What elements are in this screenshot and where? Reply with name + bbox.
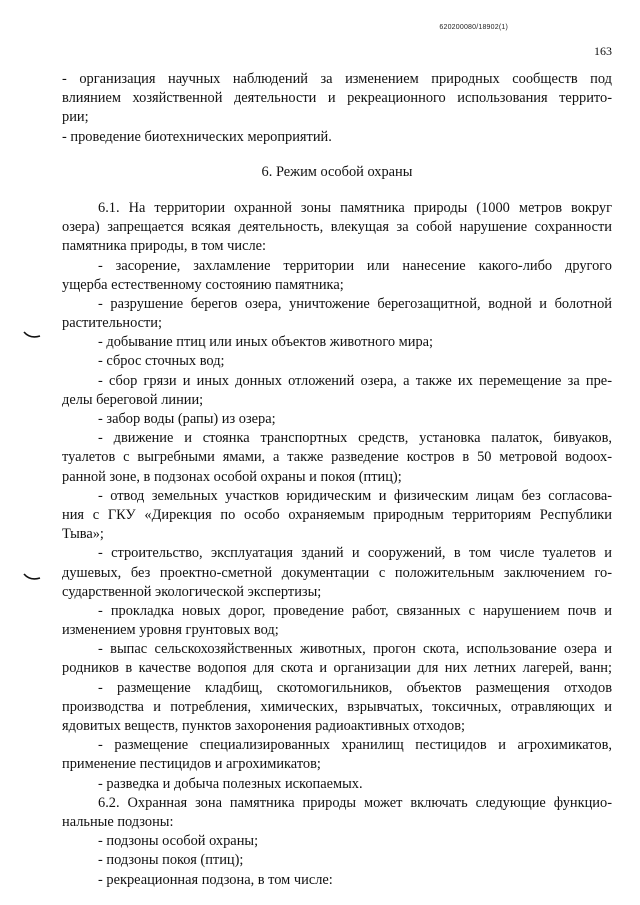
spacer xyxy=(98,182,612,199)
text-line: памятника природы, в том числе: xyxy=(62,238,267,255)
text-line: применение пестицидов и агрохимикатов; xyxy=(62,756,321,773)
text-line: - засорение, захламление территории или нанесение какого-либо другого xyxy=(98,257,612,274)
text-line: - прокладка новых дорог, проведение работ, связанных с нарушением почв и xyxy=(98,602,612,619)
text-line: - строительство, эксплуатация зданий и сооружений, в том числе туалетов и xyxy=(98,545,612,562)
text-line: - размещение кладбищ, скотомогильников, объектов размещения отходов xyxy=(98,679,612,696)
page-number: 163 xyxy=(594,44,612,58)
text-line: рии; xyxy=(62,109,89,126)
text-line: - рекреационная подзона, в том числе: xyxy=(98,871,333,888)
text-line: - добывание птиц или иных объектов животного мира; xyxy=(98,334,434,351)
text-line: нальные подзоны: xyxy=(62,813,174,830)
document-id: 620200080/18902(1) xyxy=(439,24,508,31)
text-line: изменением уровня грунтовых вод; xyxy=(62,622,279,639)
margin-mark-icon xyxy=(22,330,42,340)
text-line: - сброс сточных вод; xyxy=(98,353,225,370)
text-line: ущерба естественному состоянию памятника; xyxy=(62,276,344,293)
text-line: душевых, без проектно-сметной документации с положительным заключением го- xyxy=(62,564,612,581)
text-line: - подзоны покоя (птиц); xyxy=(98,852,244,869)
text-line: ранной зоне, в подзонах особой охраны и покоя (птиц); xyxy=(62,468,402,485)
text-line: туалетов с выгребными ямами, а также разведение костров в 50 метровой водоох- xyxy=(62,449,612,466)
text-line: 6.2. Охранная зона памятника природы может включать следующие функцио- xyxy=(98,794,612,811)
text-line: 6.1. На территории охранной зоны памятника природы (1000 метров вокруг xyxy=(98,199,612,216)
text-line: сударственной экологической экспертизы; xyxy=(62,583,322,600)
text-line: озера) запрещается всякая деятельность, влекущая за собой нарушение сохранности xyxy=(62,219,612,236)
text-line: делы береговой линии; xyxy=(62,391,204,408)
text-line: - подзоны особой охраны; xyxy=(98,833,259,850)
text-line: родников в качестве водопоя для скота и организации для них летних лагерей, ванн; xyxy=(62,660,612,677)
spacer xyxy=(98,147,612,163)
section-heading: 6. Режим особой охраны xyxy=(261,163,413,180)
text-line: растительности; xyxy=(62,315,163,332)
margin-mark-icon xyxy=(22,572,42,582)
text-line: - разведка и добыча полезных ископаемых. xyxy=(98,775,363,792)
text-line: - движение и стоянка транспортных средств, установка палаток, бивуаков, xyxy=(98,430,612,447)
text-line: производства и потребления, химических, взрывчатых, токсичных, отравляющих и xyxy=(62,698,612,715)
text-line: - сбор грязи и иных донных отложений озера, а также их перемещение за пре- xyxy=(98,372,612,389)
text-line: - проведение биотехнических мероприятий. xyxy=(62,128,332,145)
text-line: - забор воды (рапы) из озера; xyxy=(98,411,276,427)
text-line: ния с ГКУ «Дирекция по особо охраняемым природным территориям Республики xyxy=(62,506,612,523)
document-body xyxy=(62,70,612,890)
text-line: - размещение специализированных хранилищ пестицидов и агрохимикатов, xyxy=(98,737,612,754)
text-line: - организация научных наблюдений за изменением природных сообществ под xyxy=(62,71,612,87)
text-line: - отвод земельных участков юридическим и физическим лицам без согласова- xyxy=(98,487,612,504)
text-line: влиянием хозяйственной деятельности и рекреационного использования террито- xyxy=(62,90,612,107)
text-line: - разрушение берегов озера, уничтожение берегозащитной, водной и болотной xyxy=(98,295,612,312)
text-line: ядовитых веществ, пунктов захоронения радиоактивных отходов; xyxy=(62,718,466,734)
text-line: - выпас сельскохозяйственных животных, прогон скота, использование озера и xyxy=(98,641,612,658)
text-line: Тыва»; xyxy=(62,526,104,543)
